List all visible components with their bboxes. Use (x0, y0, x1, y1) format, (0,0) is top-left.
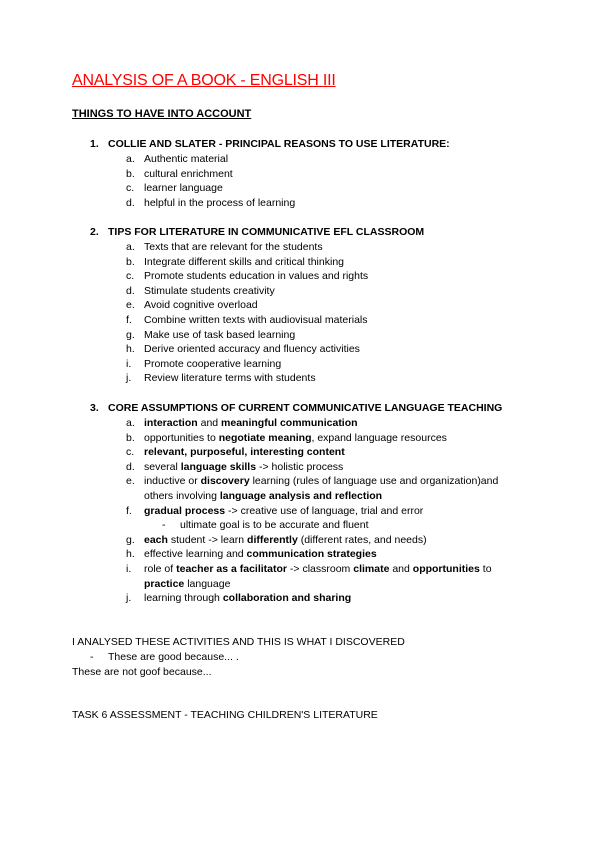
bold-term: differently (247, 533, 298, 546)
section-1-heading (90, 138, 450, 150)
bold-term: language analysis and reflection (219, 489, 383, 502)
section-3-list (126, 416, 504, 606)
list-item-subdash: - ultimate goal is to be accurate and fluent (162, 519, 369, 532)
bold-term: teacher as a facilitator (176, 562, 287, 575)
section-2-list (126, 240, 368, 386)
section-3-title: CORE ASSUMPTIONS OF CURRENT COMMUNICATIVE LANGUAGE TEACHING (108, 402, 503, 414)
list-item: g. each student -> learn differently (different rates, and needs) (126, 533, 427, 546)
list-item: a. Authentic material (126, 153, 229, 165)
bold-term: opportunities (412, 562, 480, 575)
bold-term: discovery (200, 475, 250, 488)
list-item: c. learner language (126, 182, 223, 195)
list-item: g. Make use of task based learning (126, 328, 296, 341)
section-3-heading (90, 402, 502, 414)
section-2-heading (90, 226, 424, 238)
section-2-number: 2. (90, 226, 99, 238)
list-item: b. Integrate different skills and critical thinking (126, 255, 344, 268)
analysis-good-line: - These are good because... . (90, 651, 239, 663)
bold-term: language skills (180, 460, 257, 473)
list-item: c. relevant, purposeful, interesting content (126, 446, 345, 459)
bold-term: climate (353, 562, 390, 575)
section-1-title: COLLIE AND SLATER - PRINCIPAL REASONS TO USE LITERATURE: (108, 138, 450, 150)
document-title: ANALYSIS OF A BOOK - ENGLISH III (72, 72, 336, 89)
list-item: h. Derive oriented accuracy and fluency activities (126, 343, 360, 356)
bold-term: each (144, 533, 168, 546)
list-item: i. Promote cooperative learning (126, 357, 282, 370)
bold-term: communication strategies (246, 548, 377, 561)
bold-term: interaction (144, 417, 198, 429)
list-item: d. helpful in the process of learning (126, 196, 296, 209)
list-item: a. Texts that are relevant for the students (126, 241, 323, 253)
bold-term: meaningful communication (221, 417, 358, 429)
list-item: j. learning through collaboration and sharing (126, 592, 352, 605)
list-item: e. inductive or discovery learning (rules of language use and organization)and others involving language analysis and reflection (126, 475, 499, 502)
section-1-number: 1. (90, 138, 99, 150)
analysis-not-good-line: These are not goof because... (72, 666, 212, 678)
bold-term: practice (144, 577, 185, 590)
list-item: j. Review literature terms with students (126, 372, 316, 385)
section-2-title: TIPS FOR LITERATURE IN COMMUNICATIVE EFL CLASSROOM (108, 226, 425, 238)
section-1-list (126, 152, 295, 210)
bold-term: collaboration and sharing (222, 592, 352, 605)
bold-term: relevant, purposeful, interesting content (144, 446, 345, 459)
analysis-heading: I ANALYSED THESE ACTIVITIES AND THIS IS WHAT I DISCOVERED (72, 636, 405, 648)
bold-term: negotiate meaning (218, 431, 312, 444)
section-3-number: 3. (90, 402, 99, 414)
things-to-account-heading: THINGS TO HAVE INTO ACCOUNT (72, 108, 252, 120)
list-item: b. opportunities to negotiate meaning, expand language resources (126, 431, 447, 444)
list-item: i. role of teacher as a facilitator -> classroom climate and opportunities to practice language (126, 562, 492, 590)
list-item: f. gradual process -> creative use of language, trial and error (126, 504, 424, 517)
bold-term: gradual process (144, 504, 226, 517)
list-item: e. Avoid cognitive overload (126, 299, 258, 312)
list-item: h. effective learning and communication strategies (126, 548, 377, 561)
task-heading: TASK 6 ASSESSMENT - TEACHING CHILDREN'S LITERATURE (72, 709, 378, 721)
list-item: f. Combine written texts with audiovisual materials (126, 313, 368, 326)
list-item: c. Promote students education in values and rights (126, 270, 369, 283)
list-item: a. interaction and meaningful communication (126, 417, 358, 429)
list-item: b. cultural enrichment (126, 167, 233, 180)
list-item: d. several language skills -> holistic process (126, 460, 344, 473)
list-item: d. Stimulate students creativity (126, 284, 275, 297)
